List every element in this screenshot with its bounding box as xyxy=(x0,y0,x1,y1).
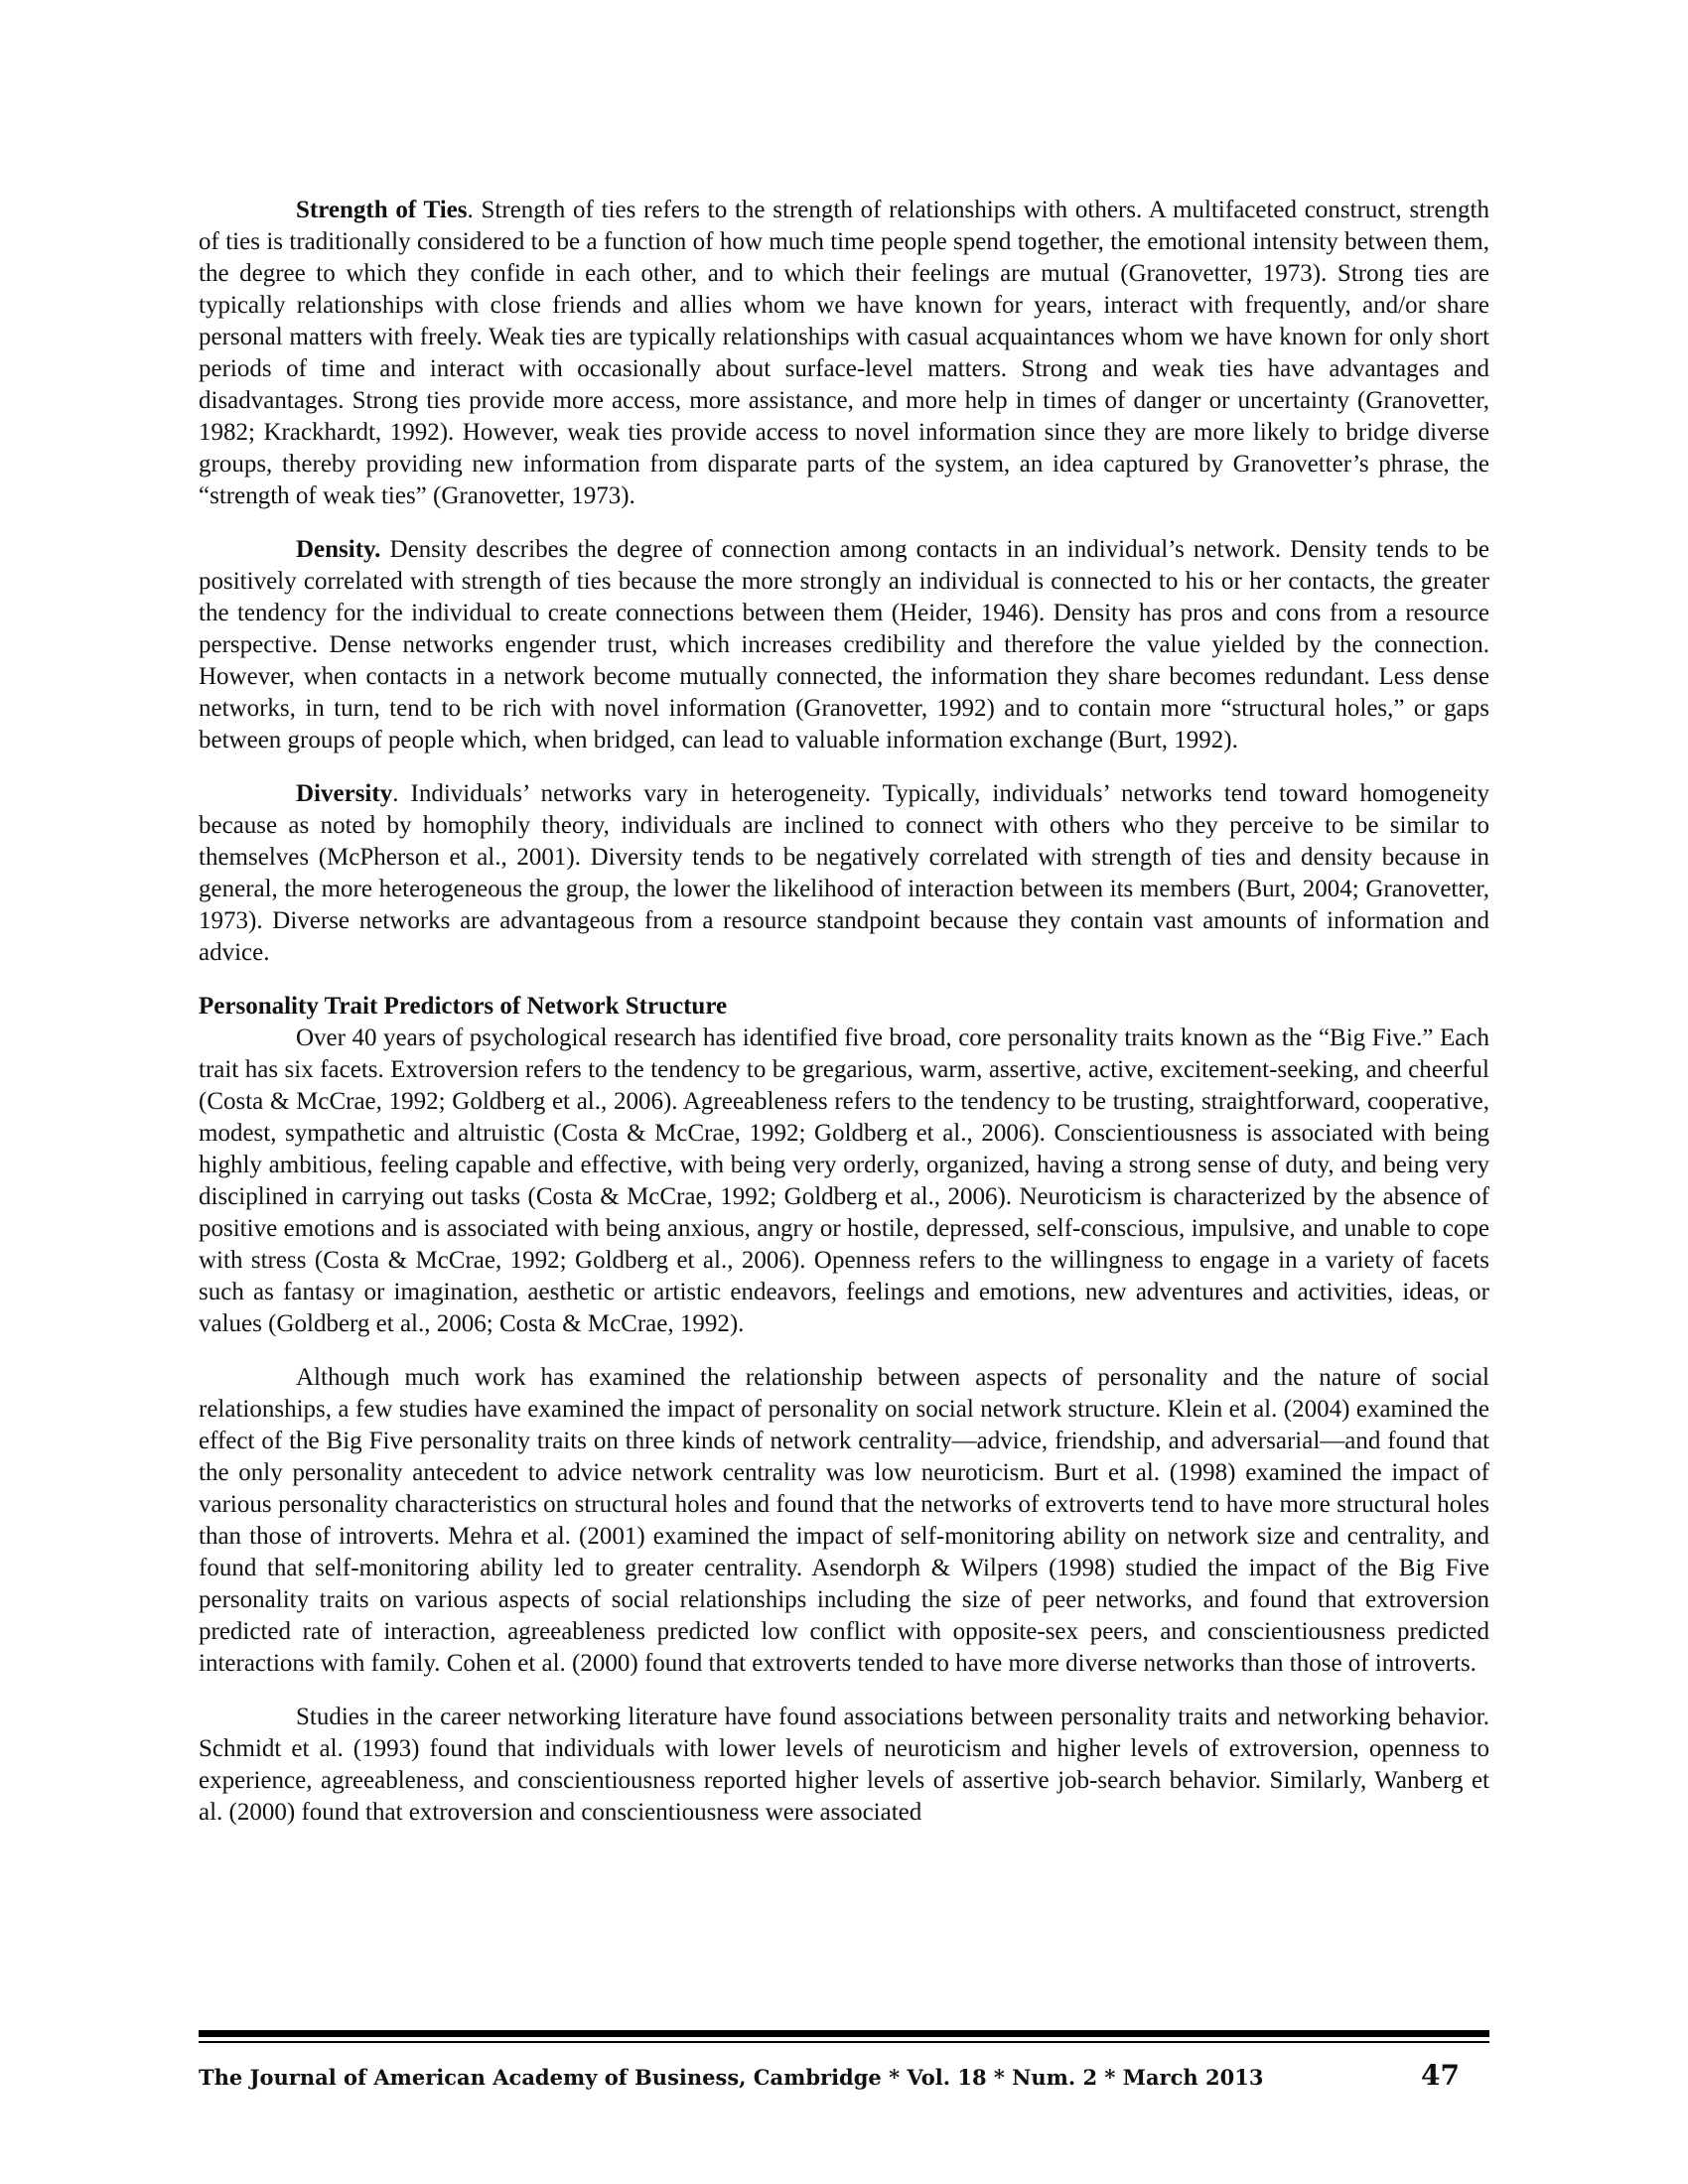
paragraph-density xyxy=(199,534,1489,756)
footer-rule-thin xyxy=(199,2041,1489,2043)
paragraph-text: Density describes the degree of connection among contacts in an individual’s network. Density tends to be positively correlated with strength of ties because the more strongly an individual is connected to his or her contacts, the greater the tendency for the individual to create connections between them (Heider, 1946). Density has pros and cons from a resource perspective. Dense networks engender trust, which increases credibility and therefore the value yielded by the connection. However, when contacts in a network become mutually connected, the information they share becomes redundant. Less dense networks, in turn, tend to be rich with novel information (Granovetter, 1992) and to contain more “structural holes,” or gaps between groups of people which, when bridged, can lead to valuable information exchange (Burt, 1992). xyxy=(199,536,1489,753)
run-in-heading: Density. xyxy=(296,536,381,563)
paragraph-career-networking: Studies in the career networking literature have found associations between personality traits and networking behavior. Schmidt et al. (1993) found that individuals with lower levels of neuroticism and higher levels of extroversion, openness to experience, agreeableness, and conscientiousness reported higher levels of assertive job-search behavior. Similarly, Wanberg et al. (2000) found that extroversion and conscientiousness were associated xyxy=(199,1704,1489,1826)
section-heading: Personality Trait Predictors of Network Structure xyxy=(199,993,728,1020)
footer-journal-citation: The Journal of American Academy of Business, Cambridge * Vol. 18 * Num. 2 * March 2013 xyxy=(199,2065,1264,2090)
paragraph-strength-of-ties xyxy=(199,195,1489,512)
paragraph-big-five: Over 40 years of psychological research has identified five broad, core personality traits known as the “Big Five.” Each trait has six facets. Extroversion refers to the tendency to be gregarious, warm, assertive, active, excitement-seeking, and cheerful (Costa & McCrae, 1992; Goldberg et al., 2006). Agreeableness refers to the tendency to be trusting, straightforward, cooperative, modest, sympathetic and altruistic (Costa & McCrae, 1992; Goldberg et al., 2006). Conscientiousness is associated with being highly ambitious, feeling capable and effective, with being very orderly, organized, having a strong sense of duty, and being very disciplined in carrying out tasks (Costa & McCrae, 1992; Goldberg et al., 2006). Neuroticism is characterized by the absence of positive emotions and is associated with being anxious, angry or hostile, depressed, self-conscious, impulsive, and unable to cope with stress (Costa & McCrae, 1992; Goldberg et al., 2006). Openness refers to the willingness to engage in a variety of facets such as fantasy or imagination, aesthetic or artistic endeavors, feelings and emotions, new adventures and activities, ideas, or values (Goldberg et al., 2006; Costa & McCrae, 1992). xyxy=(199,1024,1489,1337)
run-in-heading: Diversity xyxy=(296,780,393,807)
run-in-punct: . xyxy=(467,197,474,223)
paragraph-text: Individuals’ networks vary in heterogeneity. Typically, individuals’ networks tend toward homogeneity because as noted by homophily theory, individuals are inclined to connect with others who they perceive to be similar to themselves (McPherson et al., 2001). Diversity tends to be negatively correlated with strength of ties and density because in general, the more heterogeneous the group, the lower the likelihood of interaction between its members (Burt, 2004; Granovetter, 1973). Diverse networks are advantageous from a resource standpoint because they contain vast amounts of information and advice. xyxy=(199,780,1489,966)
paragraph-text: Strength of ties refers to the strength of relationships with others. A multifaceted construct, strength of ties is traditionally considered to be a function of how much time people spend together, the emotional intensity between them, the degree to which they confide in each other, and to which their feelings are mutual (Granovetter, 1973). Strong ties are typically relationships with close friends and allies whom we have known for years, interact with frequently, and/or share personal matters with freely. Weak ties are typically relationships with casual acquaintances whom we have known for only short periods of time and interact with occasionally about surface-level matters. Strong and weak ties have advantages and disadvantages. Strong ties provide more access, more assistance, and more help in times of danger or uncertainty (Granovetter, 1982; Krackhardt, 1992). However, weak ties provide access to novel information since they are more likely to bridge diverse groups, thereby providing new information from disparate parts of the system, an idea captured by Granovetter’s phrase, the “strength of weak ties” (Granovetter, 1973). xyxy=(199,197,1489,509)
run-in-heading: Strength of Ties xyxy=(296,197,468,223)
footer-rule-thick xyxy=(199,2030,1489,2037)
page-body xyxy=(199,195,1489,1850)
run-in-punct: . xyxy=(392,780,399,807)
page-number: 47 xyxy=(1421,2059,1460,2092)
paragraph-diversity xyxy=(199,778,1489,969)
page-footer xyxy=(199,2059,1489,2099)
paragraph-personality-network: Although much work has examined the relationship between aspects of personality and the nature of social relationships, a few studies have examined the impact of personality on social network structure. Klein et al. (2004) examined the effect of the Big Five personality traits on three kinds of network centrality—advice, friendship, and adversarial—and found that the only personality antecedent to advice network centrality was low neuroticism. Burt et al. (1998) examined the impact of various personality characteristics on structural holes and found that the networks of extroverts tend to have more structural holes than those of introverts. Mehra et al. (2001) examined the impact of self-monitoring ability on network size and centrality, and found that self-monitoring ability led to greater centrality. Asendorph & Wilpers (1998) studied the impact of the Big Five personality traits on various aspects of social relationships including the size of peer networks, and found that extroversion predicted rate of interaction, agreeableness predicted low conflict with opposite-sex peers, and conscientiousness predicted interactions with family. Cohen et al. (2000) found that extroverts tended to have more diverse networks than those of introverts. xyxy=(199,1364,1489,1677)
